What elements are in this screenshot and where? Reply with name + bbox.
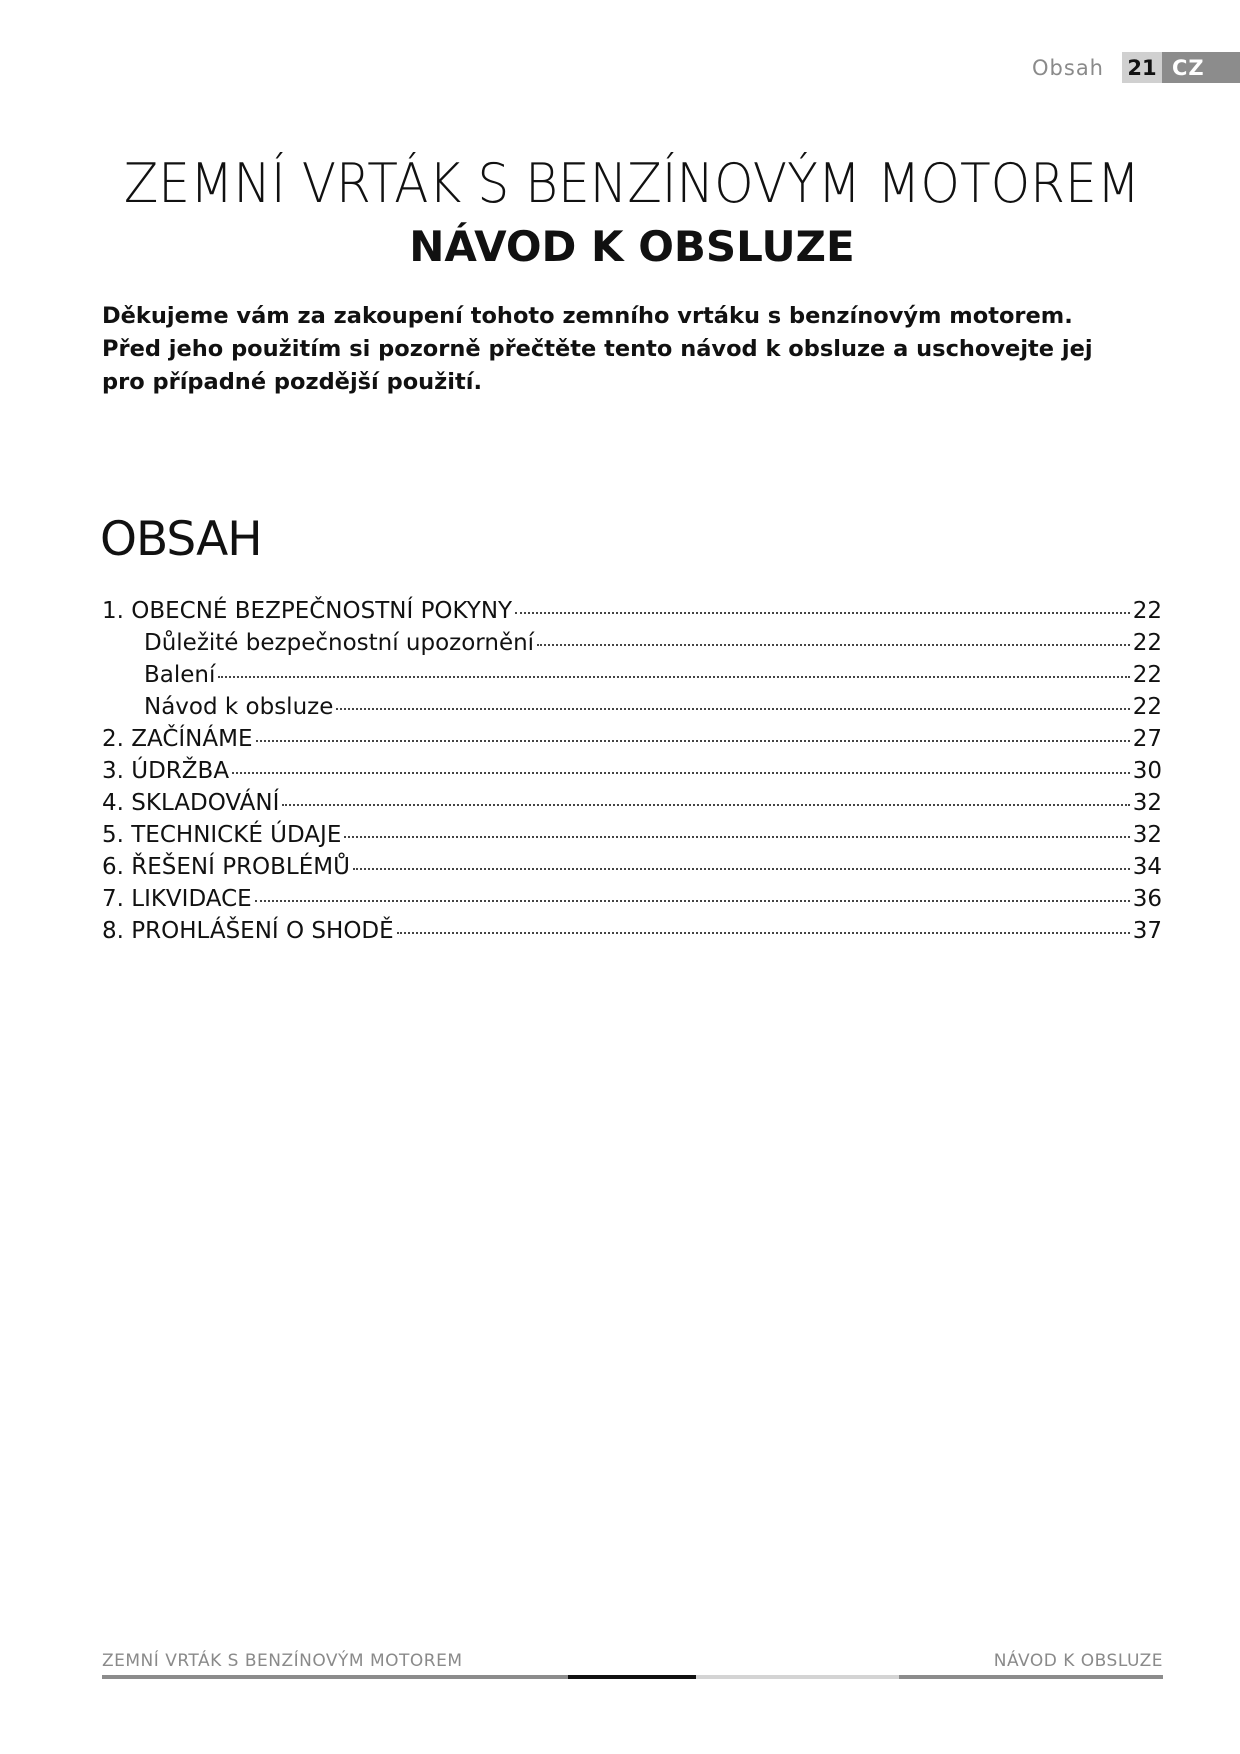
footer-bar-segment — [696, 1675, 899, 1679]
toc-entry[interactable] — [102, 854, 1162, 886]
toc-entry-page: 36 — [1132, 886, 1162, 912]
toc-entry[interactable] — [102, 886, 1162, 918]
toc-entry-label: 7. LIKVIDACE — [102, 886, 252, 912]
footer-product-name: ZEMNÍ VRTÁK S BENZÍNOVÝM MOTOREM — [102, 1651, 463, 1671]
toc-entry-page: 27 — [1132, 726, 1162, 752]
toc-entry[interactable] — [102, 918, 1162, 950]
toc-dot-leader — [336, 708, 1129, 710]
toc-heading: OBSAH — [100, 512, 262, 567]
toc-dot-leader — [537, 644, 1130, 646]
toc-entry[interactable] — [102, 630, 1162, 662]
toc-dot-leader — [218, 676, 1129, 678]
footer-bar-segment — [568, 1675, 696, 1679]
toc-entry-page: 22 — [1132, 598, 1162, 624]
toc-dot-leader — [344, 836, 1129, 838]
toc-entry-page: 32 — [1132, 790, 1162, 816]
toc-entry[interactable] — [102, 662, 1162, 694]
toc-entry-page: 37 — [1132, 918, 1162, 944]
toc-entry[interactable] — [102, 822, 1162, 854]
document-title: ZEMNÍ VRTÁK S BENZÍNOVÝM MOTOREM — [123, 152, 1141, 215]
toc-dot-leader — [255, 900, 1130, 902]
toc-entry-label: 5. TECHNICKÉ ÚDAJE — [102, 822, 342, 848]
toc-entry[interactable] — [102, 694, 1162, 726]
toc-entry-label: Balení — [144, 662, 216, 688]
toc-dot-leader — [397, 932, 1130, 934]
toc-entry-page: 22 — [1132, 694, 1162, 720]
intro-paragraph: Děkujeme vám za zakoupení tohoto zemního vrtáku s benzínovým motorem. Před jeho použitím si pozorně přečtěte tento návod k obsluze a uschovejte jej pro případné pozdější použití. — [102, 303, 1093, 395]
toc-entry-page: 30 — [1132, 758, 1162, 784]
toc-entry-label: 1. OBECNÉ BEZPEČNOSTNÍ POKYNY — [102, 598, 513, 624]
footer-bar-segment — [899, 1675, 1163, 1679]
toc-entry-label: Důležité bezpečnostní upozornění — [144, 630, 535, 656]
toc-entry[interactable] — [102, 790, 1162, 822]
toc-entry[interactable] — [102, 598, 1162, 630]
toc-dot-leader — [515, 612, 1130, 614]
footer-document-type: NÁVOD K OBSLUZE — [993, 1651, 1163, 1671]
header-section-name: Obsah — [1032, 55, 1104, 80]
header-page-number: 21 — [1122, 52, 1162, 83]
toc-entry-label: 8. PROHLÁŠENÍ O SHODĚ — [102, 918, 394, 944]
document-subtitle: NÁVOD K OBSLUZE — [409, 222, 855, 271]
header-language-badge: CZ — [1162, 52, 1240, 83]
toc-entry-page: 22 — [1132, 630, 1162, 656]
toc-entry[interactable] — [102, 758, 1162, 790]
toc-dot-leader — [282, 804, 1129, 806]
toc-entry-page: 34 — [1132, 854, 1162, 880]
toc-entry[interactable] — [102, 726, 1162, 758]
toc-entry-label: 4. SKLADOVÁNÍ — [102, 790, 280, 816]
toc-dot-leader — [232, 772, 1130, 774]
footer-divider-bar — [102, 1675, 1163, 1679]
footer-bar-segment — [102, 1675, 568, 1679]
toc-entry-label: Návod k obsluze — [144, 694, 334, 720]
toc-entry-label: 6. ŘEŠENÍ PROBLÉMŮ — [102, 854, 350, 880]
table-of-contents — [102, 598, 1162, 950]
page-header-tab — [1032, 52, 1240, 83]
toc-entry-label: 3. ÚDRŽBA — [102, 758, 230, 784]
toc-entry-label: 2. ZAČÍNÁME — [102, 726, 253, 752]
toc-entry-page: 32 — [1132, 822, 1162, 848]
toc-entry-page: 22 — [1132, 662, 1162, 688]
toc-dot-leader — [353, 868, 1130, 870]
toc-dot-leader — [256, 740, 1130, 742]
